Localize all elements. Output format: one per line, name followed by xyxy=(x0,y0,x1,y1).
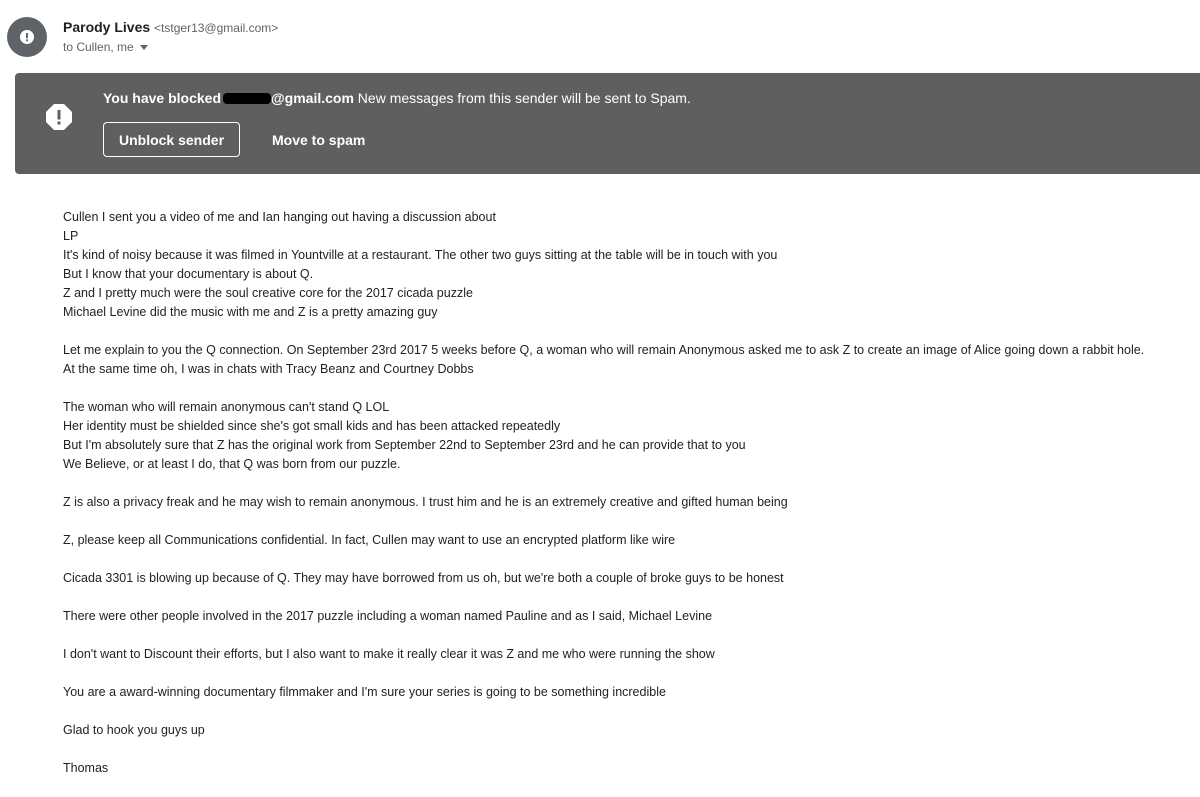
spam-notice: New messages from this sender will be sent to Spam. xyxy=(357,90,691,106)
email-line: Z is also a privacy freak and he may wish to remain anonymous. I trust him and he is an extremely creative and gifted human being xyxy=(63,495,788,509)
email-line: Glad to hook you guys up xyxy=(63,723,205,737)
alert-icon xyxy=(45,103,73,131)
email-line: Z and I pretty much were the soul creative core for the 2017 cicada puzzle xyxy=(63,286,473,300)
alert-icon xyxy=(20,30,34,44)
sender-email: <tstger13@gmail.com> xyxy=(154,21,279,35)
move-to-spam-button[interactable]: Move to spam xyxy=(272,131,366,148)
recipients-text: to Cullen, me xyxy=(63,40,134,54)
email-line: Let me explain to you the Q connection. On September 23rd 2017 5 weeks before Q, a woman who will remain Anonymous asked me to ask Z to create an image of Alice going down a rabbit hole. xyxy=(63,343,1145,357)
email-paragraph xyxy=(63,607,1200,626)
email-paragraph xyxy=(63,493,1200,512)
email-line: The woman who will remain anonymous can't stand Q LOL xyxy=(63,400,390,414)
email-line: Cullen I sent you a video of me and Ian hanging out having a discussion about xyxy=(63,210,496,224)
email-line: LP xyxy=(63,229,79,243)
avatar[interactable] xyxy=(7,17,47,57)
email-line: You are a award-winning documentary filmmaker and I'm sure your series is going to be something incredible xyxy=(63,685,666,699)
blocked-prefix: You have blocked xyxy=(103,90,221,106)
email-line: Cicada 3301 is blowing up because of Q. They may have borrowed from us oh, but we're both a couple of broke guys to be honest xyxy=(63,571,784,585)
chevron-down-icon[interactable] xyxy=(140,45,148,50)
email-line: But I'm absolutely sure that Z has the original work from September 22nd to September 23rd and he can provide that to you xyxy=(63,438,746,452)
email-paragraph xyxy=(63,721,1200,740)
email-paragraph xyxy=(63,208,1200,322)
email-paragraph xyxy=(63,569,1200,588)
blocked-sender-banner xyxy=(15,73,1200,174)
blocked-email-suffix: @gmail.com xyxy=(271,90,354,106)
email-line: It's kind of noisy because it was filmed in Yountville at a restaurant. The other two guys sitting at the table will be in touch with you xyxy=(63,248,778,262)
email-line: At the same time oh, I was in chats with Tracy Beanz and Courtney Dobbs xyxy=(63,362,474,376)
email-line: Thomas xyxy=(63,761,109,775)
sender-name[interactable]: Parody Lives xyxy=(63,19,151,35)
email-paragraph xyxy=(63,531,1200,550)
redacted-region xyxy=(223,93,271,104)
email-paragraph xyxy=(63,398,1200,474)
email-line: Michael Levine did the music with me and Z is a pretty amazing guy xyxy=(63,305,438,319)
email-line: We Believe, or at least I do, that Q was born from our puzzle. xyxy=(63,457,401,471)
email-paragraph xyxy=(63,759,1200,778)
email-line: Z, please keep all Communications confidential. In fact, Cullen may want to use an encrypted platform like wire xyxy=(63,533,676,547)
blocked-message xyxy=(103,89,691,107)
recipients-line xyxy=(63,39,148,55)
email-line: Her identity must be shielded since she's got small kids and has been attacked repeatedly xyxy=(63,419,561,433)
email-paragraph xyxy=(63,645,1200,664)
email-body xyxy=(63,208,1200,797)
unblock-sender-button[interactable]: Unblock sender xyxy=(103,122,240,157)
email-paragraph xyxy=(63,341,1200,379)
email-line: I don't want to Discount their efforts, but I also want to make it really clear it was Z and me who were running the show xyxy=(63,647,715,661)
sender-line xyxy=(63,18,278,37)
email-line: But I know that your documentary is about Q. xyxy=(63,267,314,281)
email-line: There were other people involved in the 2017 puzzle including a woman named Pauline and as I said, Michael Levine xyxy=(63,609,713,623)
email-paragraph xyxy=(63,683,1200,702)
